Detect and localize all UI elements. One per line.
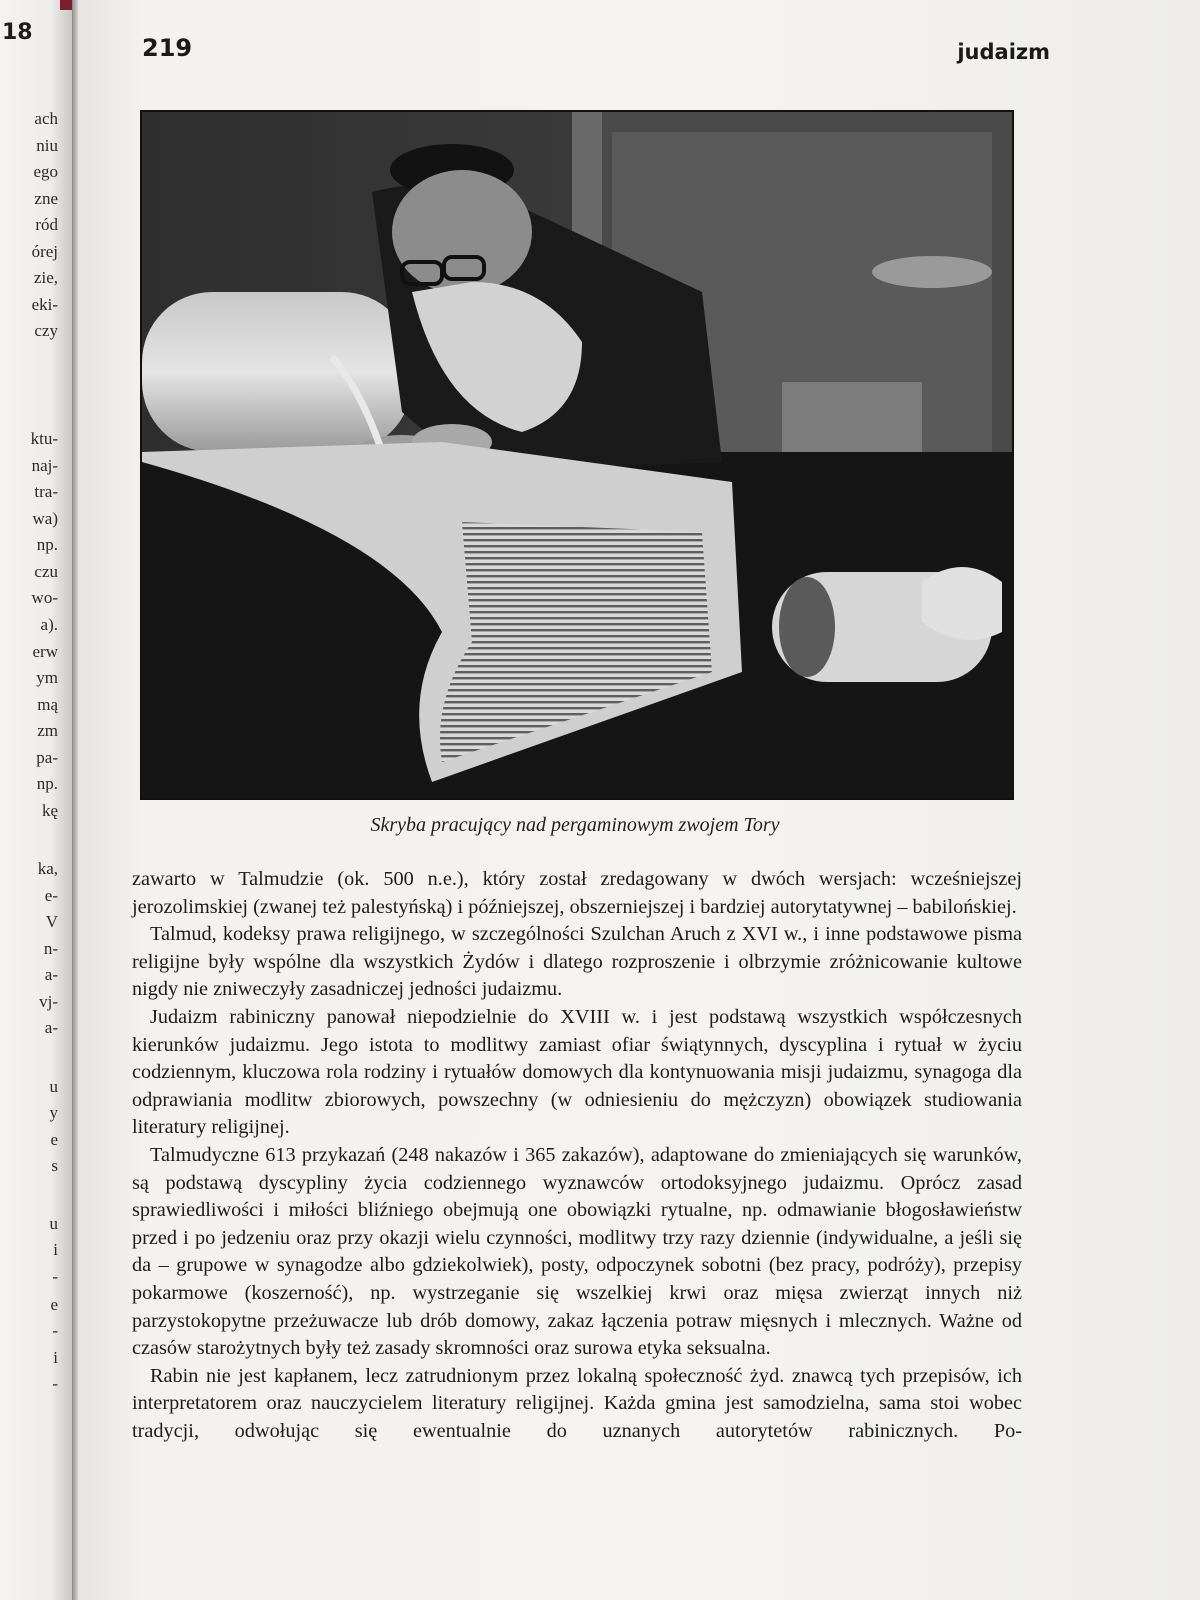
facing-page-fragment: czy xyxy=(34,321,58,340)
book-page xyxy=(78,0,1200,1600)
paragraph-5: Rabin nie jest kapłanem, lecz zatrudnionym przez lokalną społeczność żyd. znawcą tych przepisów, ich interpretatorem oraz nauczycielem literatury religijnej. Każda gmina jest samodzielna, sama stoi wobec tradycji, odwołując się ewentualnie do uznanych autorytetów rabinicznych. Po- xyxy=(132,1364,1022,1442)
facing-page-fragment: órej xyxy=(31,242,58,261)
facing-page-fragment: i xyxy=(53,1348,58,1367)
facing-page-fragment: a). xyxy=(40,615,58,634)
scribe-photograph xyxy=(140,110,1014,800)
facing-page-fragment: - xyxy=(52,1374,58,1393)
facing-page-fragment: V xyxy=(45,912,58,931)
facing-page-fragment: zne xyxy=(34,189,58,208)
paragraph-4: Talmudyczne 613 przykazań (248 nakazów i 365 zakazów), adaptowane do zmieniających się warunków, są podstawą dyscypliny życia codziennego wyznawców ortodoksyjnego judaizmu. Oprócz zasad sprawiedliwości i miłości bliźniego obejmują one obowiązki rytualne, np. odmawianie błogosławieństw przed i po jedzeniu oraz przy okazji wielu czynności, modlitwy trzy razy dziennie (indywidualne, a jeśli się da – grupowe w synagodze albo gdziekolwiek), posty, odpoczynek sobotni (bez pracy, podróży), przepisy pokarmowe (koszerność), np. wystrzeganie się wszelkiej krwi oraz mięsa zwierząt innych niż parzystokopytne przeżuwacze lub drób domowy, zakaz łączenia potraw mięsnych i mlecznych. Ważne od czasów starożytnych były też zasady skromności oraz surowa etyka seksualna. xyxy=(132,1143,1022,1360)
facing-page-fragment: mą xyxy=(37,695,58,714)
facing-page-fragment: naj- xyxy=(31,456,58,475)
running-header: judaizm xyxy=(957,40,1050,64)
facing-page-fragment: zm xyxy=(37,721,58,740)
facing-page-fragment: eki- xyxy=(31,295,58,314)
page-number: 219 xyxy=(142,34,193,62)
facing-page-fragment: a- xyxy=(44,1018,58,1037)
facing-page-fragment: zie, xyxy=(33,268,58,287)
facing-page-fragment: ktu- xyxy=(30,429,58,448)
facing-page-fragment: wo- xyxy=(31,588,58,607)
facing-page-fragment: wa) xyxy=(32,509,58,528)
facing-page-fragment: u xyxy=(49,1214,58,1233)
facing-page-fragment: - xyxy=(52,1267,58,1286)
facing-page-fragment: niu xyxy=(36,136,58,155)
facing-page-fragment: y xyxy=(49,1103,58,1122)
facing-page-fragment: kę xyxy=(41,801,58,820)
facing-page-fragment: e xyxy=(50,1130,58,1149)
facing-page-fragment: ym xyxy=(36,668,58,687)
facing-page-fragment: pa- xyxy=(36,748,58,767)
facing-page-fragment: n- xyxy=(43,939,58,958)
facing-page-fragment: czu xyxy=(34,562,58,581)
paragraph-2: Talmud, kodeksy prawa religijnego, w szczególności Szulchan Aruch z XVI w., i inne podstawowe pisma religijne były wspólne dla wszystkich Żydów i dlatego rozproszenie i olbrzymie zróżnicowanie kultowe nigdy nie zniweczyły zasadniczej jedności judaizmu. xyxy=(132,923,1022,1001)
facing-page xyxy=(0,0,72,1600)
paragraph-1: zawarto w Talmudzie (ok. 500 n.e.), który został zredagowany w dwóch wersjach: wcześniejszej jerozolimskiej (zwanej też palestyńską) i późniejszej, obszerniejszej i bardziej autorytatywnej – babilońskiej. xyxy=(132,868,1022,918)
facing-page-fragment: ród xyxy=(35,215,58,234)
facing-page-fragment: u xyxy=(49,1077,58,1096)
facing-page-fragment: vj- xyxy=(39,992,58,1011)
facing-page-fragment: a- xyxy=(44,965,58,984)
facing-page-fragment: erw xyxy=(32,642,58,661)
facing-page-fragment: np. xyxy=(36,535,58,554)
facing-page-fragment: s xyxy=(51,1156,58,1175)
facing-page-fragment: i xyxy=(53,1240,58,1259)
facing-page-number: 18 xyxy=(2,20,33,45)
figure-caption: Skryba pracujący nad pergaminowym zwojem Tory xyxy=(370,814,780,836)
paragraph-3: Judaizm rabiniczny panował niepodzielnie do XVIII w. i jest podstawą wszystkich współczesnych kierunków judaizmu. Jego istota to modlitwy zamiast ofiar świątynnych, dyscyplina i rytuał w życiu codziennym, kluczowa rola rodziny i rytuałów domowych dla kontynuowania misji judaizmu, synagoga dla odprawiania modlitw zbiorowych, powszechny (w odniesieniu do mężczyzn) obowiązek studiowania literatury religijnej. xyxy=(132,1005,1022,1139)
facing-page-fragment: np. xyxy=(36,774,58,793)
facing-page-fragment: - xyxy=(52,1321,58,1340)
facing-page-fragment: ka, xyxy=(37,859,58,878)
facing-page-fragment: tra- xyxy=(34,482,58,501)
body-text xyxy=(132,866,1022,1445)
facing-page-fragment: e xyxy=(50,1295,58,1314)
facing-page-fragment: ego xyxy=(33,162,58,181)
facing-page-fragment: e- xyxy=(44,886,58,905)
facing-page-fragment: ach xyxy=(34,109,58,128)
